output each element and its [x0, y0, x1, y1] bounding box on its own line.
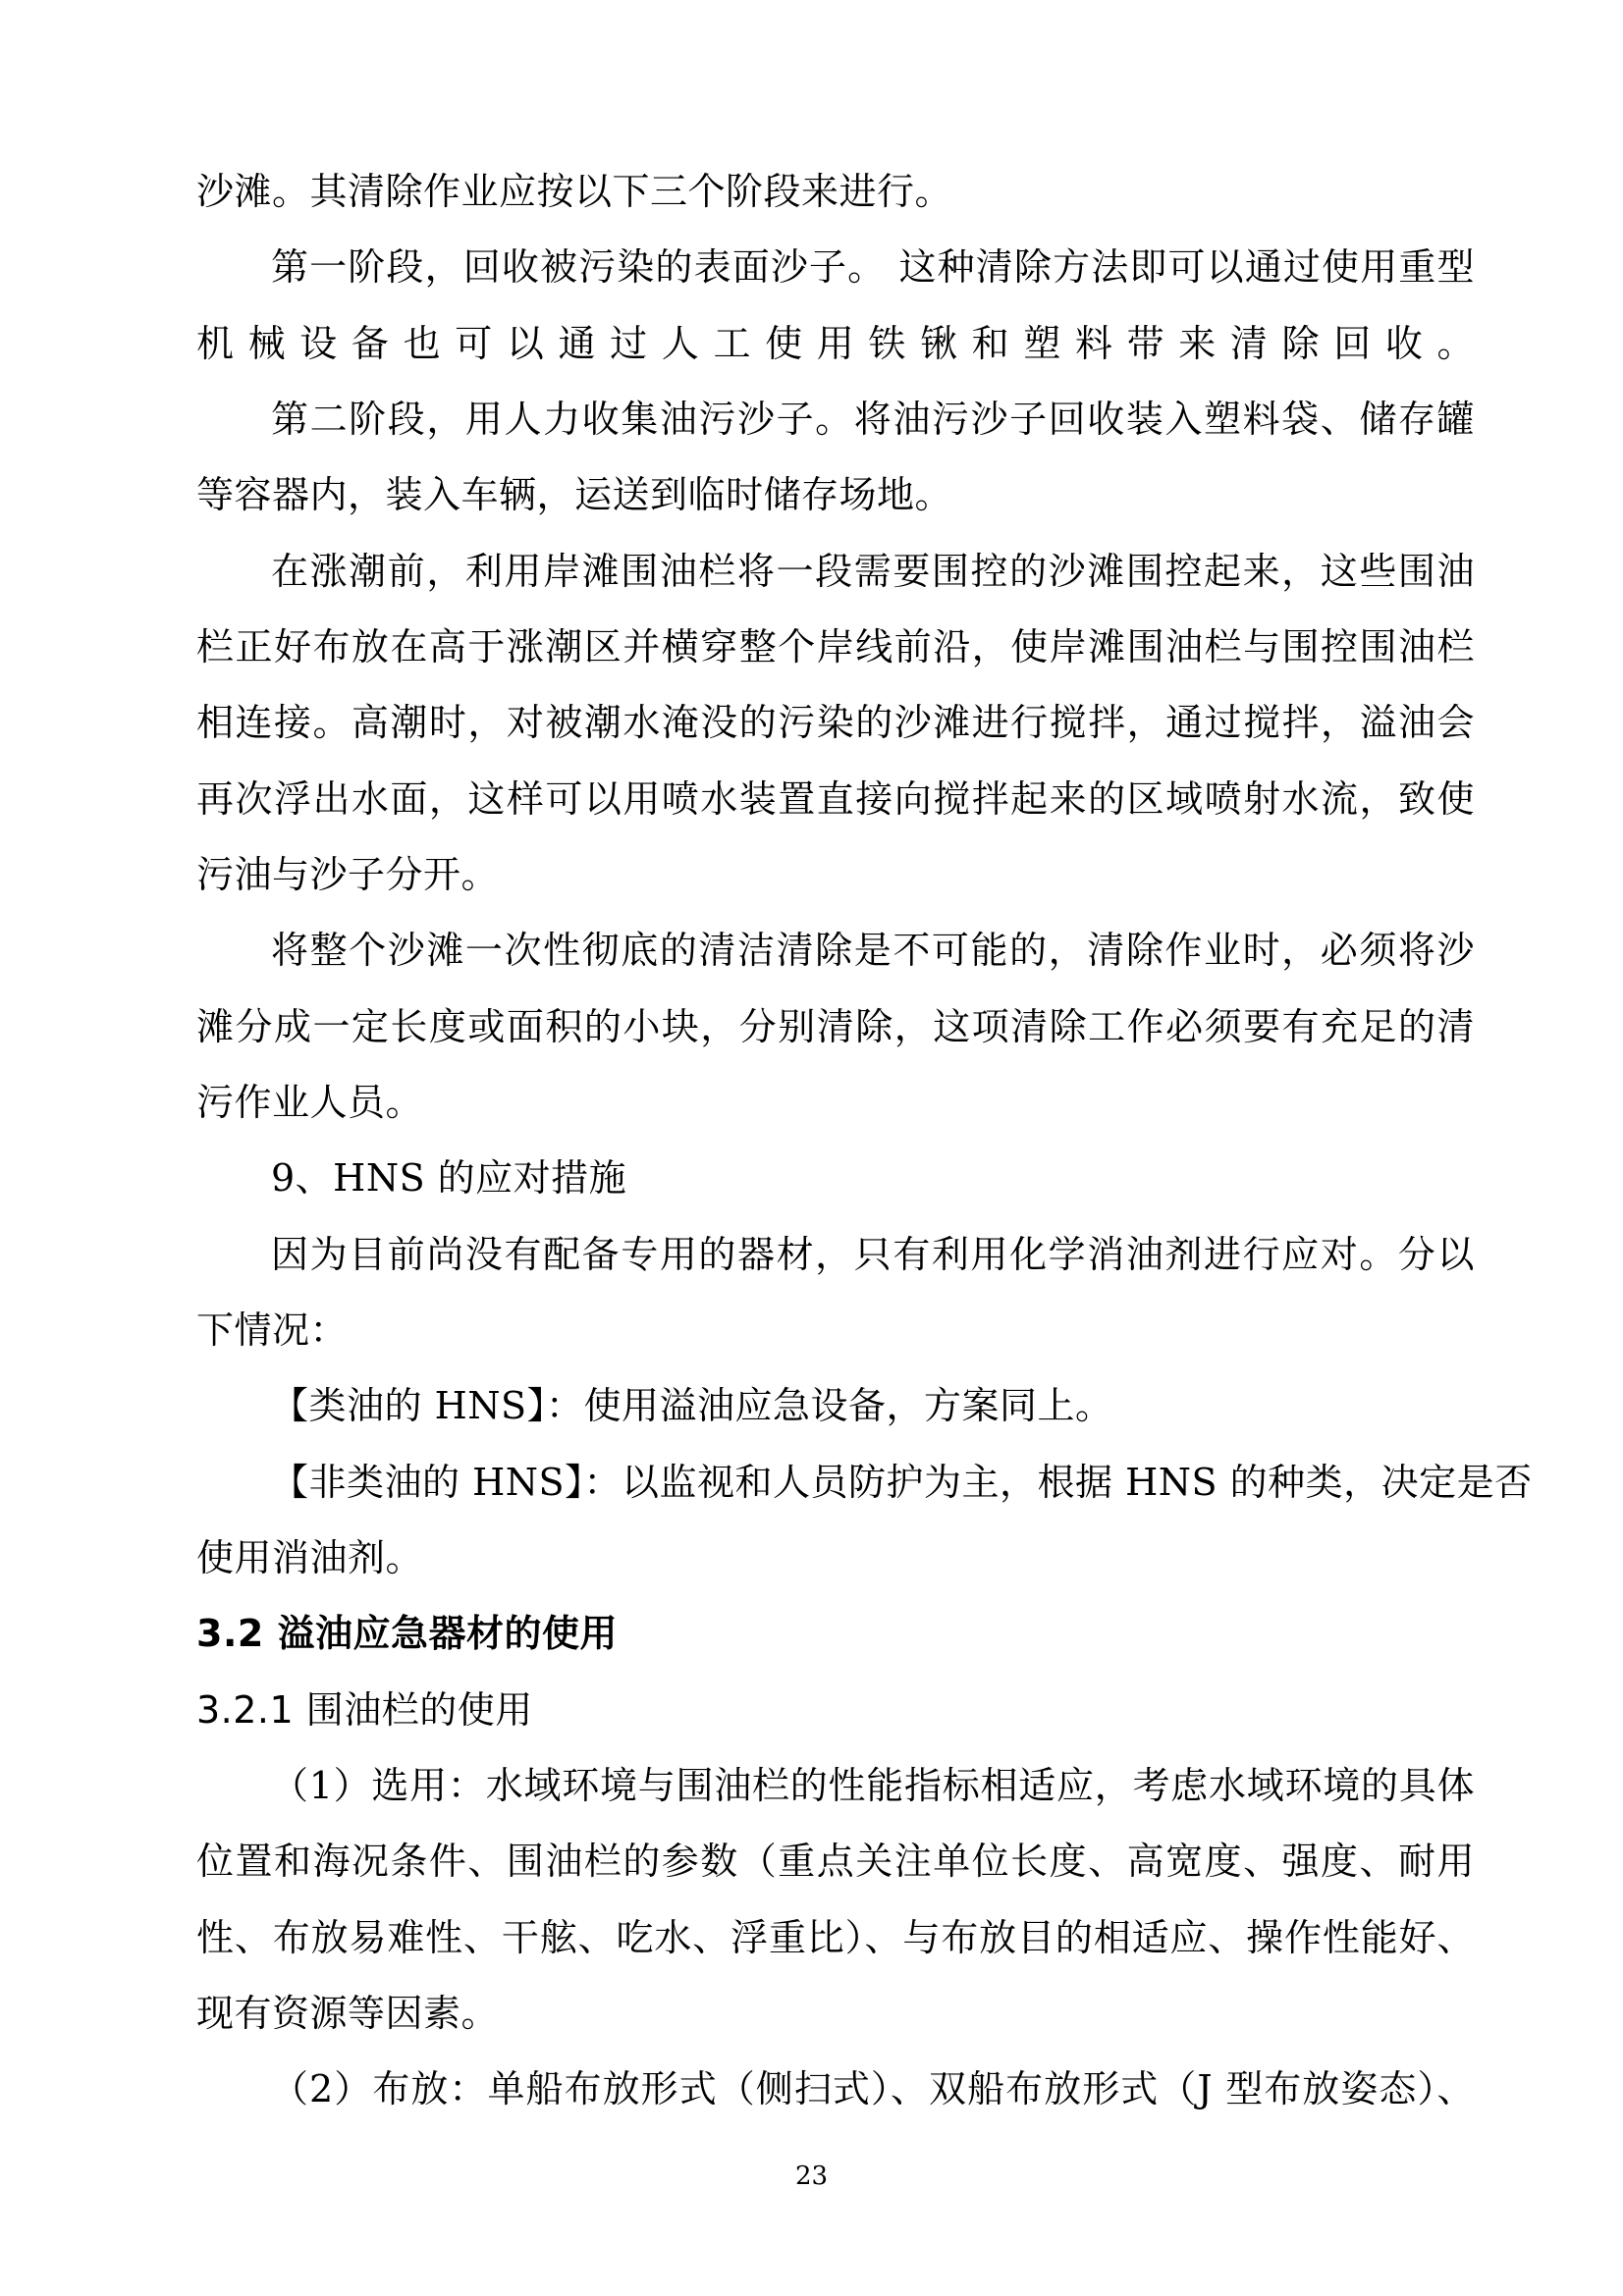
text-line: 现有资源等因素。 — [196, 1992, 500, 2035]
text-line: 污作业人员。 — [196, 1081, 424, 1124]
text-line: 将整个沙滩一次性彻底的清洁清除是不可能的，清除作业时，必须将沙 — [271, 929, 1475, 972]
text-line: 位置和海况条件、围油栏的参数（重点关注单位长度、高宽度、强度、耐用 — [196, 1840, 1475, 1883]
text-line: 污油与沙子分开。 — [196, 853, 500, 896]
text-line: 机械设备也可以通过人工使用铁锹和塑料带来清除回收。 — [196, 322, 1475, 365]
subsection-heading-3-2-1: 3.2.1 围油栏的使用 — [196, 1688, 533, 1732]
text-line: 【类油的 HNS】：使用溢油应急设备，方案同上。 — [271, 1384, 1113, 1427]
text-line: 再次浮出水面，这样可以用喷水装置直接向搅拌起来的区域喷射水流，致使 — [196, 777, 1475, 821]
text-line: （1）选用：水域环境与围油栏的性能指标相适应，考虑水域环境的具体 — [271, 1764, 1475, 1807]
text-line: 【非类油的 HNS】：以监视和人员防护为主，根据 HNS 的种类，决定是否 — [271, 1461, 1533, 1504]
page-number: 23 — [794, 2162, 829, 2191]
text-line: 因为目前尚没有配备专用的器材，只有利用化学消油剂进行应对。分以 — [271, 1233, 1475, 1276]
text-line: （2）布放：单船布放形式（侧扫式）、双船布放形式（J 型布放姿态）、 — [271, 2067, 1475, 2110]
text-line: 相连接。高潮时，对被潮水淹没的污染的沙滩进行搅拌，通过搅拌，溢油会 — [196, 701, 1475, 744]
text-line: 性、布放易难性、干舷、吃水、浮重比）、与布放目的相适应、操作性能好、 — [196, 1916, 1475, 1959]
text-line: 第一阶段，回收被污染的表面沙子。 这种清除方法即可以通过使用重型 — [271, 245, 1475, 289]
text-line: 在涨潮前，利用岸滩围油栏将一段需要围控的沙滩围控起来，这些围油 — [271, 550, 1475, 593]
section-title-hns: 9、HNS 的应对措施 — [271, 1156, 627, 1200]
text-line: 等容器内，装入车辆，运送到临时储存场地。 — [196, 473, 953, 516]
text-line: 滩分成一定长度或面积的小块，分别清除，这项清除工作必须要有充足的清 — [196, 1005, 1475, 1048]
text-line: 第二阶段，用人力收集油污沙子。将油污沙子回收装入塑料袋、储存罐 — [271, 398, 1475, 441]
text-line: 栏正好布放在高于涨潮区并横穿整个岸线前沿，使岸滩围油栏与围控围油栏 — [196, 625, 1475, 668]
text-line: 使用消油剂。 — [196, 1536, 424, 1579]
section-heading-3-2: 3.2 溢油应急器材的使用 — [196, 1612, 619, 1655]
text-line: 沙滩。其清除作业应按以下三个阶段来进行。 — [196, 170, 953, 213]
text-line: 下情况： — [196, 1308, 349, 1352]
